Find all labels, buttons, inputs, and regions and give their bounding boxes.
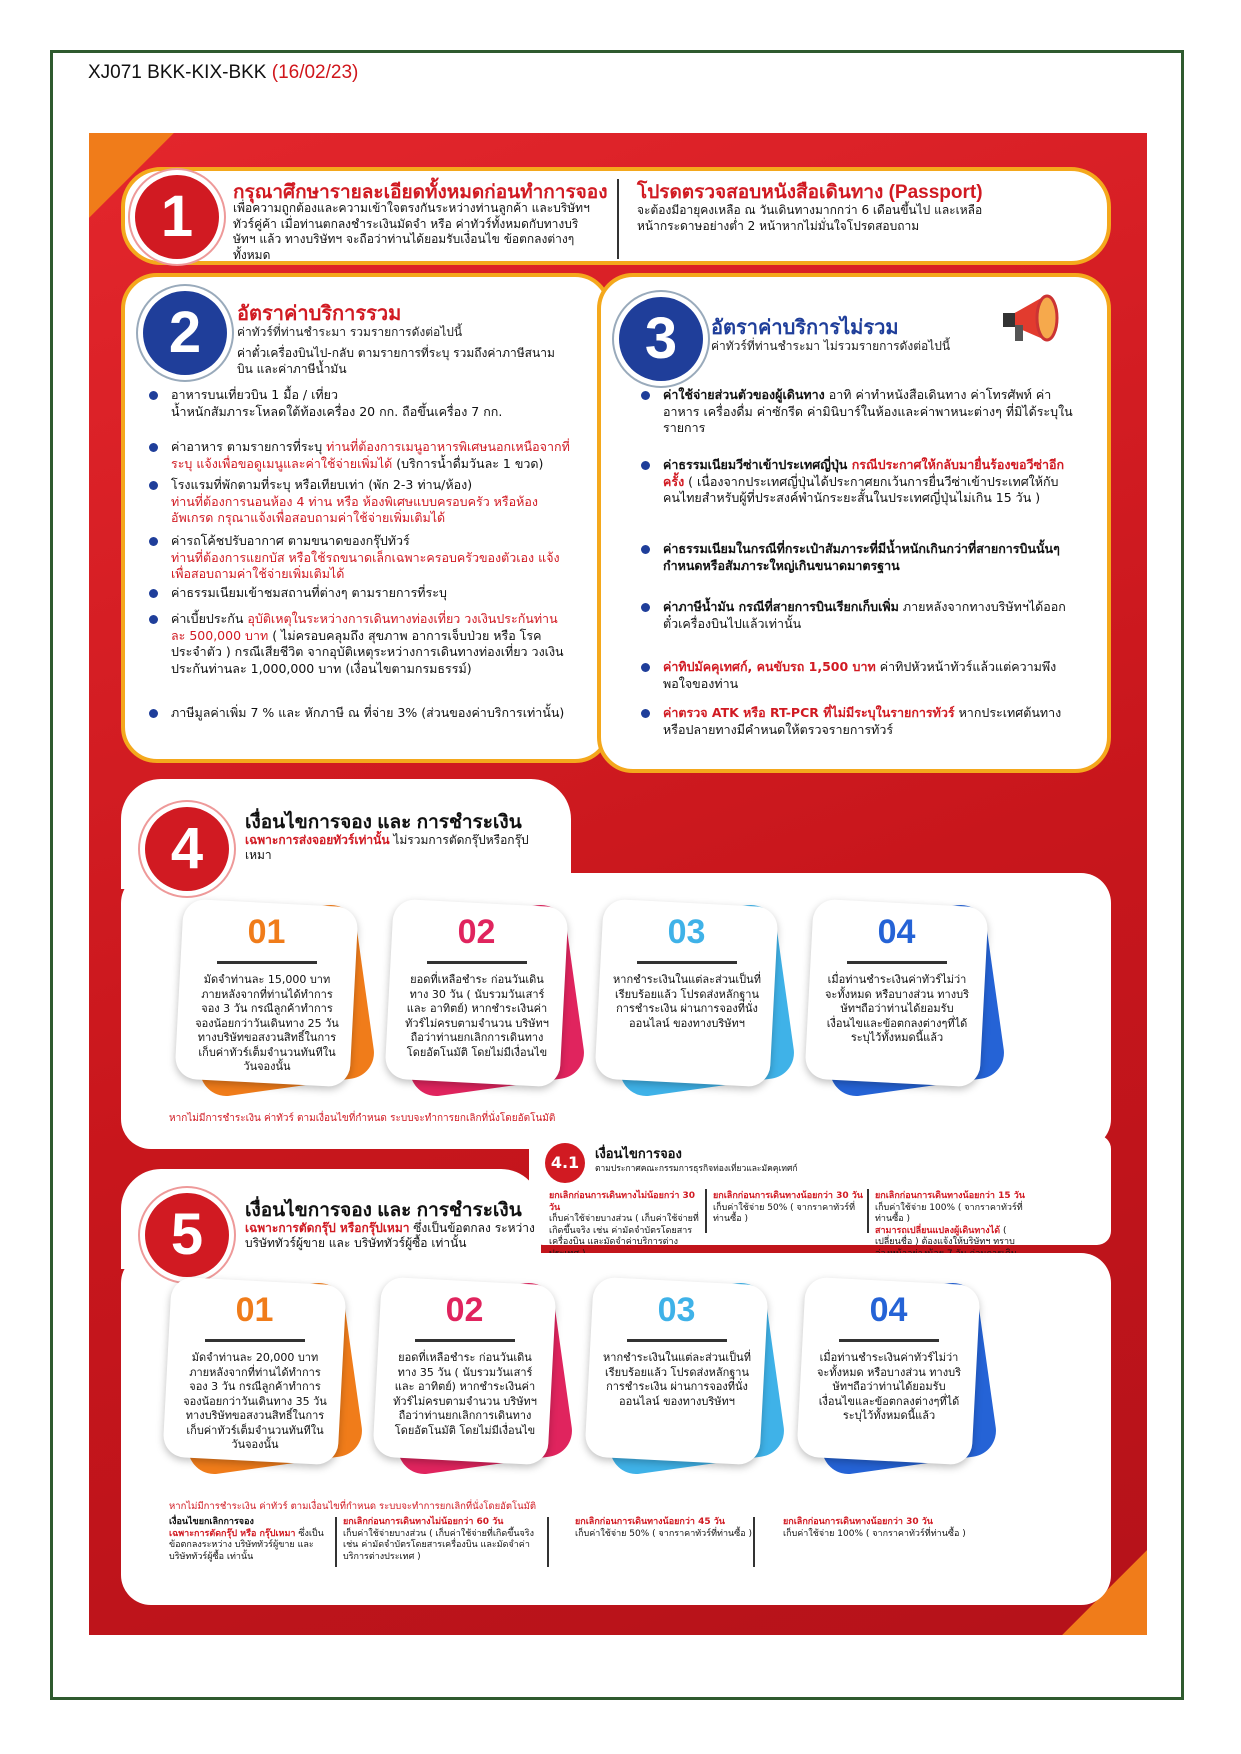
divider — [705, 1189, 707, 1233]
section-4-1-number: 4.1 — [545, 1143, 585, 1183]
section-4-1-title: เงื่อนไขการจอง — [595, 1147, 682, 1162]
section-5-title: เงื่อนไขการจอง และ การชำระเงิน — [245, 1200, 522, 1221]
included-item: ภาษีมูลค่าเพิ่ม 7 % และ หักภาษี ณ ที่จ่าย 3% (ส่วนของค่าบริการเท่านั้น) — [171, 705, 571, 722]
excluded-item: ค่าตรวจ ATK หรือ RT-PCR ที่ไม่มีระบุในรายการทัวร์ หากประเทศต้นทางหรือปลายทางมีคำหนดให้ตรวจรายการทัวร์ — [663, 705, 1073, 738]
section-4-number: 4 — [145, 807, 229, 891]
section-3-card — [597, 273, 1111, 773]
section-5-number: 5 — [145, 1193, 229, 1277]
section-4-note: หากไม่มีการชำระเงิน ค่าทัวร์ ตามเงื่อนไขที่กำหนด ระบบจะทำการยกเลิกที่นั่งโดยอัตโนมัติ — [169, 1113, 556, 1124]
excluded-item: ค่าภาษีน้ำมัน กรณีที่สายการบินเรียกเก็บเพิ่ม ภายหลังจากทางบริษัทฯได้ออกตั๋วเครื่องบินไปแล้วเท่านั้น — [663, 599, 1073, 632]
cancel-condition: ยกเลิกก่อนการเดินทางน้อยกว่า 30 วัน เก็บค่าใช้จ่าย 100% ( จากราคาทัวร์ที่ท่านซื้อ ) — [783, 1517, 966, 1539]
divider — [753, 1517, 755, 1567]
included-item: ค่าอาหาร ตามรายการที่ระบุ ท่านที่ต้องการเมนูอาหารพิเศษนอกเหนือจากที่ระบุ แจ้งเพื่อขอดูเมนูและค่าใช้จ่ายเพิ่มได้ (บริการน้ำดื่มวันละ 1 ขวด) — [171, 439, 571, 472]
document-header — [88, 62, 358, 84]
included-item: ค่าธรรมเนียมเข้าชมสถานที่ต่างๆ ตามรายการที่ระบุ — [171, 585, 571, 602]
excluded-item: ค่าธรรมเนียมในกรณีที่กระเป๋าสัมภาระที่มีน้ำหนักเกินกว่าที่สายการบินนั้นๆกำหนดหรือสัมภาระใหญ่เกินขนาดมาตรฐาน — [663, 541, 1073, 574]
trip-code: XJ071 BKK-KIX-BKK — [88, 62, 267, 83]
booking-step-card: 01 มัดจำท่านละ 20,000 บาท ภายหลังจากที่ท่านได้ทำการจอง 3 วัน กรณีลูกค้าทำการจองน้อยกว่าวันเดินทาง 35 วัน ทางบริษัทขอสงวนสิทธิ์ในการเก็บค่าทัวร์เต็มจำนวนทันทีในวันจองนั้น — [167, 1281, 342, 1461]
section-2-intro: ค่าตั๋วเครื่องบินไป-กลับ ตามรายการที่ระบุ รวมถึงค่าภาษีสนามบิน และค่าภาษีน้ำมัน — [237, 346, 555, 376]
section-3-subtitle: ค่าทัวร์ที่ท่านชำระมา ไม่รวมรายการดังต่อไปนี้ — [711, 339, 951, 353]
section-1-title: กรุณาศึกษารายละเอียดทั้งหมดก่อนทำการจอง — [233, 182, 608, 203]
cancel-condition: ยกเลิกก่อนการเดินทางไม่น้อยกว่า 60 วัน เก็บค่าใช้จ่ายบางส่วน ( เก็บค่าใช้จ่ายที่เกิดขึ้นจริง เช่น ค่ามัดจำบัตรโดยสารเครื่องบิน และมัดจำค่าบริการต่างประเทศ ) — [343, 1517, 535, 1562]
excluded-item: ค่าใช้จ่ายส่วนตัวของผู้เดินทาง อาทิ ค่าทำหนังสือเดินทาง ค่าโทรศัพท์ ค่าอาหาร เครื่องดื่ม ค่าซักรีด ค่ามินิบาร์ในห้องและค่าพาหนะต่างๆ ที่มิได้ระบุในรายการ — [663, 387, 1073, 437]
section-3-title: อัตราค่าบริการไม่รวม — [711, 317, 899, 339]
cancel-condition: ยกเลิกก่อนการเดินทางไม่น้อยกว่า 30 วัน เก็บค่าใช้จ่ายบางส่วน ( เก็บค่าใช้จ่ายที่เกิดขึ้นจริง เช่น ค่ามัดจำบัตรโดยสารเครื่องบิน และมัดจำค่าบริการต่าง — [549, 1191, 699, 1247]
excluded-item: ค่าธรรมเนียมวีซ่าเข้าประเทศญี่ปุ่น กรณีประกาศให้กลับมายื่นร้องขอวีซ่าอีกครั้ง ( เนื่องจากประเทศญี่ปุ่นได้ประกาศยกเว้นการยื่นวีซ่าเข้าประเทศให้กับคนไทยสำหรับผู้ที่ประสงค์พำนักระยะสั้นในประเทศญี่ปุ่นไม่เกิน 15 วัน ) — [663, 457, 1073, 507]
excluded-item: ค่าทิปมัคคุเทศก์, คนขับรถ 1,500 บาท ค่าทิปหัวหน้าทัวร์แล้วแต่ความพึงพอใจของท่าน — [663, 659, 1073, 692]
passport-title: โปรดตรวจสอบหนังสือเดินทาง (Passport) — [637, 182, 983, 203]
section-2-number: 2 — [143, 291, 227, 375]
section-1-number: 1 — [135, 175, 219, 259]
section-2-title: อัตราค่าบริการรวม — [237, 303, 402, 325]
cancel-condition: ยกเลิกก่อนการเดินทางน้อยกว่า 30 วัน เก็บค่าใช้จ่าย 50% ( จากราคาทัวร์ที่ท่านซื้อ ) — [713, 1191, 863, 1224]
section-1-body: เพื่อความถูกต้องและความเข้าใจตรงกันระหว่างท่านลูกค้า และบริษัทฯ ทัวร์คู่ค้า เมื่อท่านตกลงชำระเงินมัดจำ หรือ ค่าทัวร์ทั้งหมดกับทางบริษัทฯ แล้ว ทางบริษัทฯ จะถือว่าท่านได้ยอมรับเงื่อนไข ข้อตกลงต่างๆ ทั้งหมด — [233, 201, 590, 262]
megaphone-icon — [1001, 287, 1071, 347]
section-4-subtitle: เฉพาะการส่งจอยทัวร์เท่านั้น ไม่รวมการตัดกรุ๊ปหรือกรุ๊ปเหมา — [245, 833, 529, 862]
divider — [335, 1517, 337, 1567]
booking-step-card: 02 ยอดที่เหลือชำระ ก่อนวันเดินทาง 30 วัน ( นับรวมวันเสาร์ และ อาทิตย์) หากชำระเงินค่าทัวร์ไม่ครบตามจำนวน บริษัทฯถือว่าท่านยกเลิกการเดินทางโดยอัตโนมัติ โดยไม่มีเงื่อนไข — [389, 903, 564, 1083]
booking-step-card: 02 ยอดที่เหลือชำระ ก่อนวันเดินทาง 35 วัน ( นับรวมวันเสาร์ และ อาทิตย์) หากชำระเงินค่าทัวร์ไม่ครบตามจำนวน บริษัทฯถือว่าท่านยกเลิกการเดินทางโดยอัตโนมัติ โดยไม่มีเงื่อนไข — [377, 1281, 552, 1461]
passport-body: จะต้องมีอายุคงเหลือ ณ วันเดินทางมากกว่า 6 เดือนขึ้นไป และเหลือหน้ากระดาษอย่างต่ำ 2 หน้าหากไม่มั่นใจโปรดสอบถาม — [637, 203, 983, 233]
section-4-1-caption: ตามประกาศคณะกรรมการธุรกิจท่องเที่ยวและมัคคุเทศก์ — [595, 1164, 798, 1174]
section-5-subtitle: เฉพาะการตัดกรุ๊ป หรือกรุ๊ปเหมา ซึ่งเป็นข้อตกลง ระหว่าง บริษัททัวร์ผู้ขาย และ บริษัททัวร์ผู้ซื้อ เท่านั้น — [245, 1221, 535, 1250]
booking-step-card: 03 หากชำระเงินในแต่ละส่วนเป็นที่เรียบร้อยแล้ว โปรดส่งหลักฐานการชำระเงิน ผ่านการจองที่นั่ง ออนไลน์ ของทางบริษัทฯ — [589, 1281, 764, 1461]
included-item: ค่าเบี้ยประกัน อุบัติเหตุในระหว่างการเดินทางท่องเที่ยว วงเงินประกันท่านละ 500,000 บาท ( ไม่ครอบคลุมถึง สุขภาพ อาการเจ็บป่วย หรือ โรคประจำตัว ) กรณีเสียชีวิต จากอุบัติเหตุระหว่างการเดินทางท่องเที่ยว วงเงินประกันท่านละ 1,000,000 บาท (เงื่อนไขตามกรมธรรม์) — [171, 611, 571, 677]
booking-step-card: 03 หากชำระเงินในแต่ละส่วนเป็นที่เรียบร้อยแล้ว โปรดส่งหลักฐานการชำระเงิน ผ่านการจองที่นั่ง ออนไลน์ ของทางบริษัทฯ — [599, 903, 774, 1083]
trip-date: (16/02/23) — [271, 62, 359, 83]
included-item: อาหารบนเที่ยวบิน 1 มื้อ / เที่ยว น้ำหนักสัมภาระโหลดใต้ท้องเครื่อง 20 กก. ถือขึ้นเครื่อง 7 กก. — [171, 387, 571, 420]
section-4-title: เงื่อนไขการจอง และ การชำระเงิน — [245, 812, 522, 833]
included-item: โรงแรมที่พักตามที่ระบุ หรือเทียบเท่า (พัก 2-3 ท่าน/ห้อง) ท่านที่ต้องการนอนห้อง 4 ท่าน หรือ ห้องพิเศษแบบครอบครัว หรือห้องอัพเกรด กรุณาแจ้งเพื่อสอบถามค่าใช้จ่ายเพิ่มเติมได้ — [171, 477, 571, 527]
section-2-subtitle: ค่าทัวร์ที่ท่านชำระมา รวมรายการดังต่อไปนี้ — [237, 325, 463, 339]
section-1-card — [121, 167, 1111, 265]
booking-step-card: 04 เมื่อท่านชำระเงินค่าทัวร์ไม่ว่าจะทั้งหมด หรือบางส่วน ทางบริษัทฯถือว่าท่านได้ยอมรับเงื่อนไขและข้อตกลงต่างๆที่ได้ระบุไว้ทั้งหมดนี้แล้ว — [801, 1281, 976, 1461]
booking-step-card: 01 มัดจำท่านละ 15,000 บาท ภายหลังจากที่ท่านได้ทำการจอง 3 วัน กรณีลูกค้าทำการจองน้อยกว่าวันเดินทาง 25 วัน ทางบริษัทขอสงวนสิทธิ์ในการเก็บค่าทัวร์เต็มจำนวนทันทีในวันจองนั้น — [179, 903, 354, 1083]
divider — [867, 1189, 869, 1233]
conditions-poster — [89, 133, 1147, 1635]
divider — [617, 179, 619, 259]
included-item: ค่ารถโค้ชปรับอากาศ ตามขนาดของกรุ๊ปทัวร์ ท่านที่ต้องการแยกบัส หรือใช้รถขนาดเล็กเฉพาะครอบครัวของตัวเอง แจ้งเพื่อสอบถามค่าใช้จ่ายเพิ่มเติมได้ — [171, 533, 571, 583]
divider — [547, 1517, 549, 1567]
booking-step-card: 04 เมื่อท่านชำระเงินค่าทัวร์ไม่ว่าจะทั้งหมด หรือบางส่วน ทางบริษัทฯถือว่าท่านได้ยอมรับเงื่อนไขและข้อตกลงต่างๆที่ได้ระบุไว้ทั้งหมดนี้แล้ว — [809, 903, 984, 1083]
section-2-card — [121, 273, 611, 763]
cancel-condition: ยกเลิกก่อนการเดินทางน้อยกว่า 15 วัน เก็บค่าใช้จ่าย 100% ( จากราคาทัวร์ที่ท่านซื้อ ) สามารถเปลี่ยนแปลงผู้เดินทางได้ ( เปลี่ยนชื่อ ) ต้องแจ้งให้บริษัทฯ ทราบ — [875, 1191, 1025, 1247]
cancel-condition-title: เงื่อนไขยกเลิกการจอง เฉพาะการตัดกรุ๊ป หรือ กรุ๊ปเหมา ซึ่งเป็นข้อตกลงระหว่าง บริษัททัวร์ผู้ขาย และ บริษัททัวร์ผู้ซื้อ เท่านั้น — [169, 1517, 324, 1562]
section-3-number: 3 — [619, 297, 703, 381]
cancel-condition: ยกเลิกก่อนการเดินทางน้อยกว่า 45 วัน เก็บค่าใช้จ่าย 50% ( จากราคาทัวร์ที่ท่านซื้อ ) — [575, 1517, 753, 1539]
section-5-note: หากไม่มีการชำระเงิน ค่าทัวร์ ตามเงื่อนไขที่กำหนด ระบบจะทำการยกเลิกที่นั่งโดยอัตโนมัติ — [169, 1501, 537, 1512]
